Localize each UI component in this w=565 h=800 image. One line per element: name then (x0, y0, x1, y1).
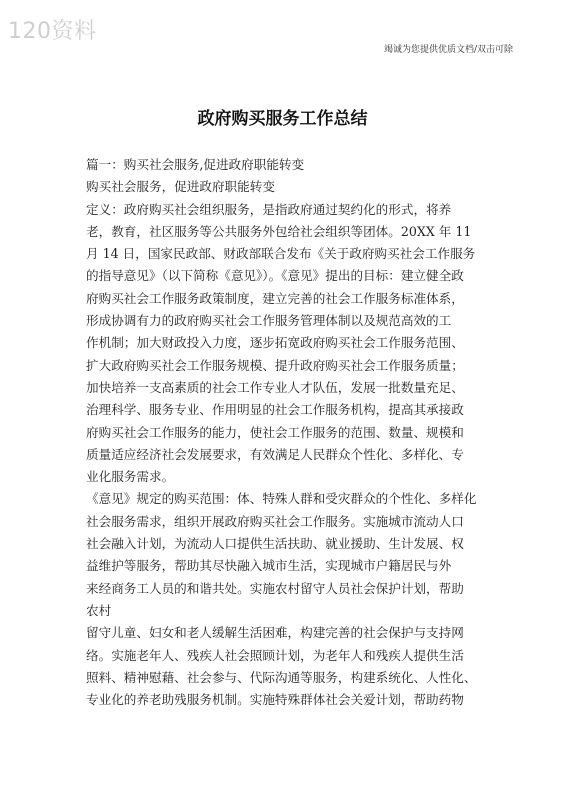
text-line: 社会融入计划，为流动人口提供生活扶助、就业援助、生计发展、权 (86, 536, 464, 552)
text-line: 社会服务需求，组织开展政府购买社会工作服务。实施城市流动人口 (86, 513, 464, 529)
document-title: 政府购买服务工作总结 (197, 109, 368, 129)
text-line: 府购买社会工作服务政策制度，建立完善的社会工作服务标准体系， (86, 290, 464, 306)
text-line: 益维护等服务，帮助其尽快融入城市生活，实现城市户籍居民与外 (86, 558, 452, 574)
text-line: 老，教育，社区服务等公共服务外包给社会组织等团体。20XX 年 11 (86, 223, 472, 239)
text-line: 作机制；加大财政投入力度，逐步拓宽政府购买社会工作服务范围、 (86, 335, 464, 351)
text-line: 购买社会服务，促进政府职能转变 (86, 179, 275, 195)
text-line: 加快培养一支高素质的社会工作专业人才队伍，发展一批数量充足、 (86, 379, 464, 395)
text-line: 篇一：购买社会服务,促进政府职能转变 (86, 157, 305, 172)
text-line: 定义：政府购买社会组织服务，是指政府通过契约化的形式，将养 (86, 201, 452, 217)
text-line: 农村 (86, 602, 112, 618)
text-line: 络。实施老年人、残疾人社会照顾计划，为老年人和残疾人提供生活 (86, 647, 464, 663)
text-line: 来经商务工人员的和谐共处。实施农村留守人员社会保护计划，帮助 (86, 580, 464, 596)
watermark-logo: 120资料 (8, 19, 97, 44)
text-line: 治理科学、服务专业、作用明显的社会工作服务机构，提高其承接政 (86, 402, 464, 418)
text-line: 留守儿童、妇女和老人缓解生活困难，构建完善的社会保护与支持网 (86, 625, 464, 641)
text-line: 业化服务需求。 (86, 469, 175, 485)
document-body (86, 154, 486, 711)
text-line: 质量适应经济社会发展要求，有效满足人民群众个性化、多样化、专 (86, 446, 464, 462)
text-line: 的指导意见》（以下简称《意见》）。《意见》提出的目标：建立健全政 (86, 268, 464, 284)
text-line: 专业化的养老助残服务机制。实施特殊群体社会关爱计划，帮助药物 (86, 692, 464, 708)
text-line: 照料、精神慰藉、社会参与、代际沟通等服务，构建系统化、人性化、 (86, 669, 477, 685)
text-line: 府购买社会工作服务的能力，使社会工作服务的范围、数量、规模和 (86, 424, 464, 440)
text-line: 扩大政府购买社会工作服务规模、提升政府购买社会工作服务质量； (86, 357, 464, 373)
header-note: 竭诚为您提供优质文档/双击可除 (383, 45, 513, 55)
text-line: 月 14 日，国家民政部、财政部联合发布《关于政府购买社会工作服务 (86, 246, 476, 262)
text-line: 《意见》规定的购买范围：体、特殊人群和受灾群众的个性化、多样化 (86, 491, 477, 507)
text-line: 形成协调有力的政府购买社会工作服务管理体制以及规范高效的工 (86, 313, 452, 329)
